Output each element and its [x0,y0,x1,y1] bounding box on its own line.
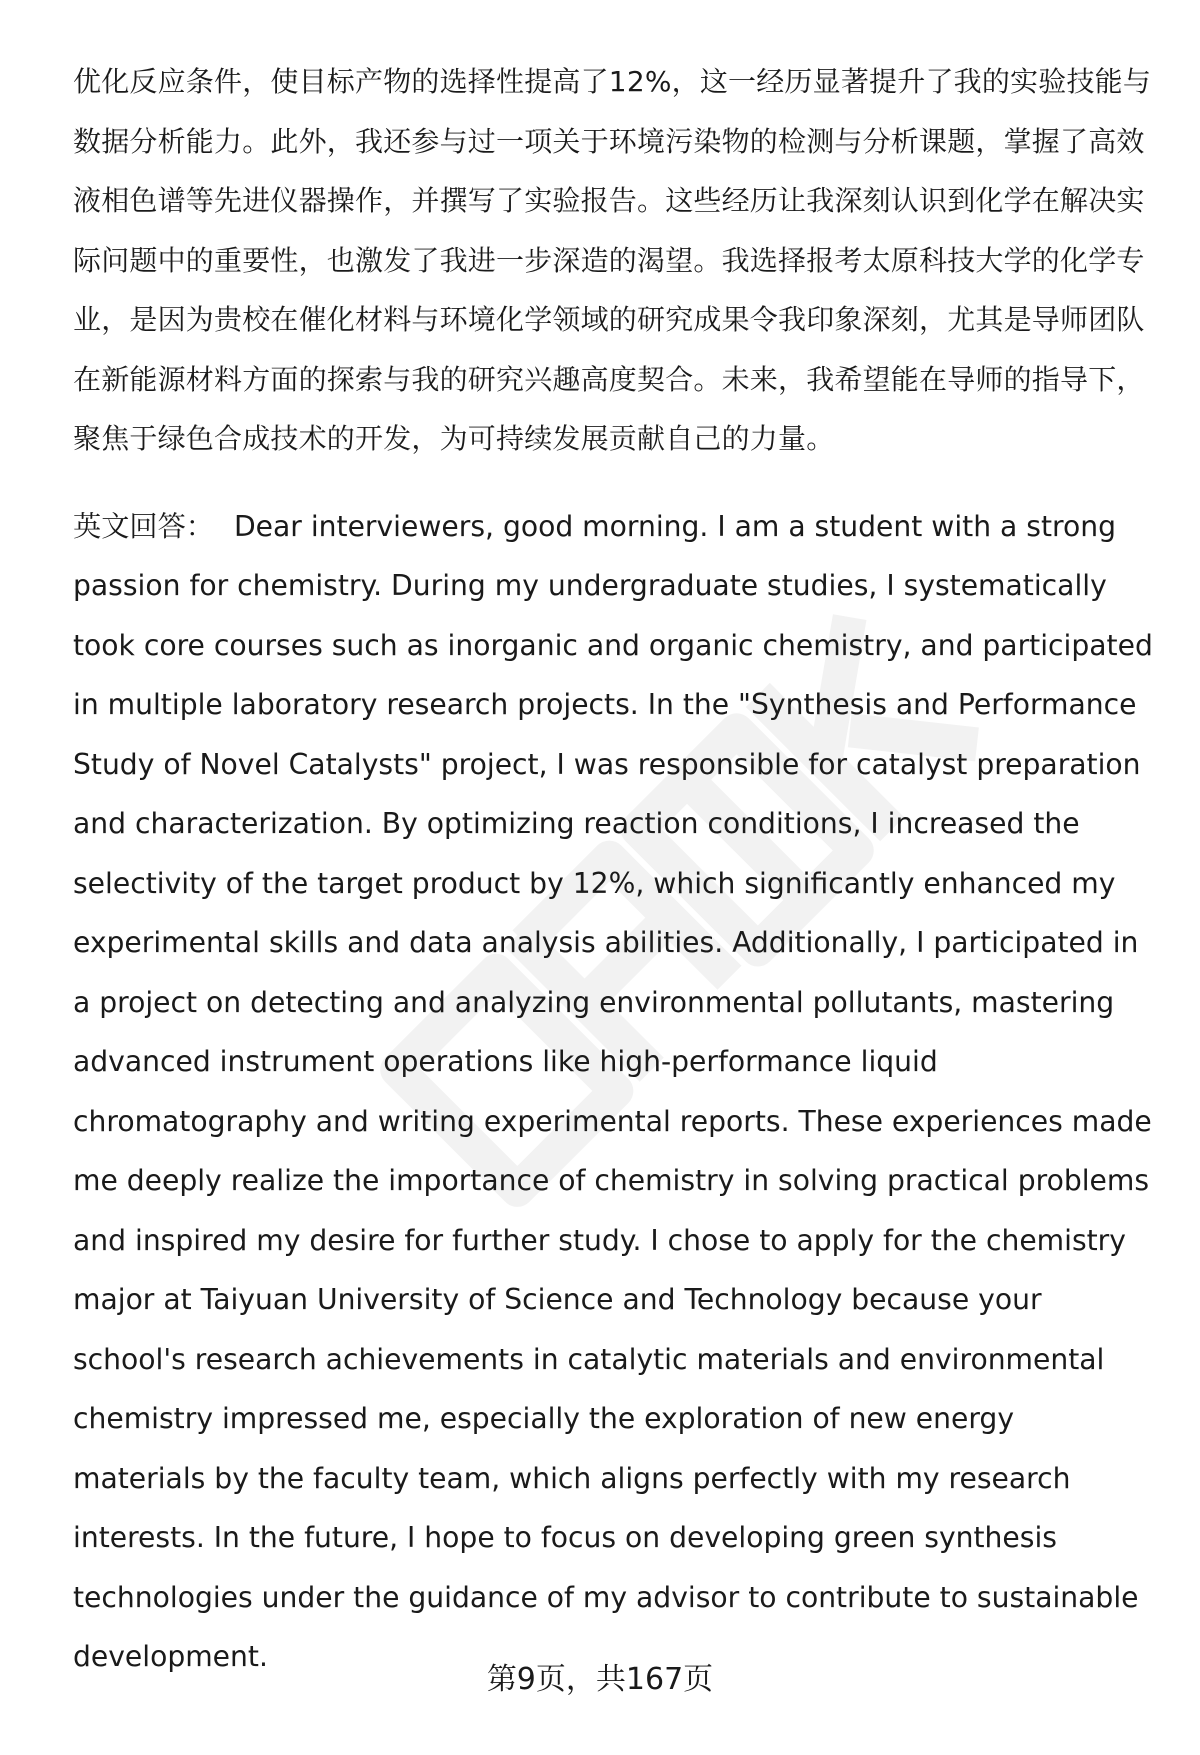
chinese-answer-paragraph: 优化反应条件，使目标产物的选择性提高了12%，这一经历显著提升了我的实验技能与数据分析能力。此外，我还参与过一项关于环境污染物的检测与分析课题，掌握了高效液相色谱等先进仪器操作，并撰写了实验报告。这些经历让我深刻认识到化学在解决实际问题中的重要性，也激发了我进一步深造的渴望。我选择报考太原科技大学的化学专业，是因为贵校在催化材料与环境化学领域的研究成果令我印象深刻，尤其是导师团队在新能源材料方面的探索与我的研究兴趣高度契合。未来，我希望能在导师的指导下，聚焦于绿色合成技术的开发，为可持续发展贡献自己的力量。 [73,65,1152,455]
english-answer-text: Dear interviewers, good morning. I am a student with a strong passion for chemistry. During my undergraduate studies, I systematically took core courses such as inorganic and organic chemistry, and participated in multiple laboratory research projects. In the "Synthesis and Performance Study of Novel Catalysts" project, I was responsible for catalyst preparation and characterization. By optimizing reaction conditions, I increased the selectivity of the target product by 12%, which significantly enhanced my experimental skills and data analysis abilities. Additionally, I participated in a project on detecting and analyzing environmental pollutants, mastering advanced instrument operations like high-performance liquid chromatography and writing experimental reports. These experiences made me deeply realize the importance of chemistry in solving practical problems and inspired my desire for further study. I chose to apply for the chemistry major at Taiyuan University of Science and Technology because your school's research achievements in catalytic materials and environmental chemistry impressed me, especially the exploration of new energy materials by the faculty team, which aligns perfectly with my research interests. In the future, I hope to focus on developing green synthesis technologies under the guidance of my advisor to contribute to sustainable development. [73,509,1153,1673]
english-answer-paragraph [73,497,1153,1687]
english-answer-label: 英文回答： [73,509,214,543]
main-content [73,52,1153,1687]
page-indicator: 第9页，共167页 [486,1662,714,1697]
